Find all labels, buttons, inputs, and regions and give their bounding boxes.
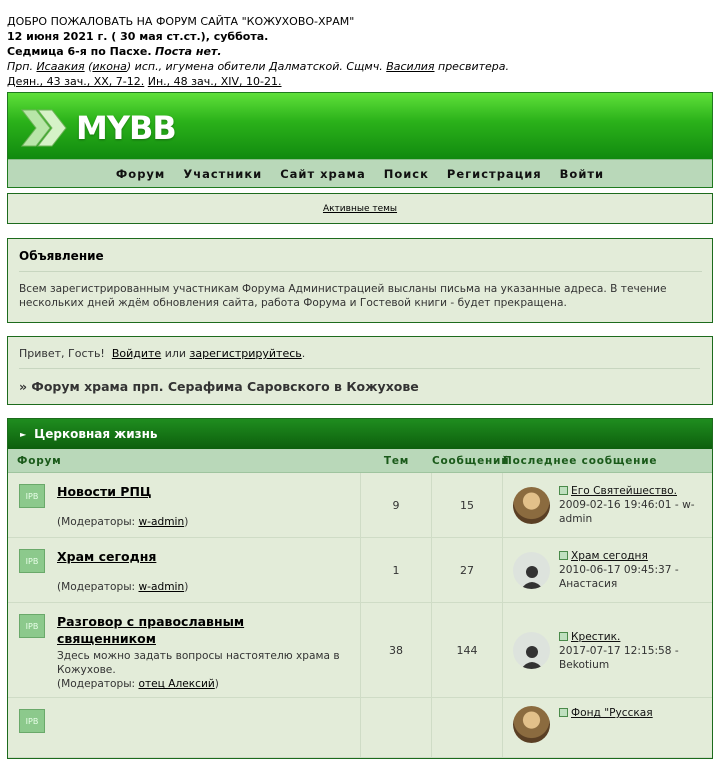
greeting-dot: . [301,347,306,360]
forum-link[interactable]: Храм сегодня [57,549,157,564]
saints-text: ) исп., игумена обители Далматской. Сщмч. [126,60,383,73]
nav-forum[interactable]: Форум [115,166,166,181]
last-post-meta: 2009-02-16 19:46:01 - w-admin [559,499,695,525]
collapse-arrow-icon[interactable]: ► [20,429,27,439]
forum-row [8,473,712,538]
moderators [57,515,188,529]
saints-text: пресвитера. [438,60,510,73]
saint-link-isaakiy[interactable]: Исаакия [36,60,85,73]
column-headers [8,449,712,473]
nav-register[interactable]: Регистрация [446,166,542,181]
last-post [503,603,712,698]
topic-count: 38 [361,603,432,698]
nav-church-site[interactable]: Сайт храма [280,166,366,181]
header-banner [7,92,713,188]
col-topics: Тем [383,454,410,467]
last-post [503,473,712,537]
logo-chevrons-icon [20,106,76,150]
moderators [57,677,347,691]
post-count: 144 [432,603,503,698]
forum-cell [8,538,361,602]
readings-line [7,74,712,89]
top-info [0,0,720,89]
category-church-life [7,418,713,759]
forum-breadcrumb: » Форум храма прп. Серафима Саровского в Кожухове [19,379,419,394]
divider [19,271,702,272]
post-icon [559,551,568,560]
active-topics-bar [7,193,713,224]
forum-cell [8,698,361,757]
last-post-meta: 2017-07-17 12:15:58 - Bekotium [559,644,679,671]
moderator-link[interactable]: w-admin [138,516,185,528]
col-last-post: Последнее сообщение [503,454,658,467]
saints-text: ( [88,60,93,73]
category-title: Церковная жизнь [34,427,158,441]
nav-search[interactable]: Поиск [383,166,429,181]
post-icon [559,632,568,641]
saints-line [7,59,712,74]
saints-text: Прп. [7,60,33,73]
avatar[interactable] [513,487,550,524]
last-post-meta: 2010-06-17 09:45:37 - Анастасия [559,564,679,590]
mods-label: (Модераторы: [57,678,136,690]
topic-count [361,698,432,757]
col-posts: Сообщений [432,454,510,467]
mods-close: ) [184,581,189,593]
moderator-link[interactable]: w-admin [138,581,185,593]
category-header[interactable] [8,419,712,449]
mods-close: ) [214,678,219,690]
post-icon [559,708,568,717]
greeting-or: или [164,347,187,360]
last-post-link[interactable]: Храм сегодня [571,550,648,562]
avatar[interactable] [513,552,550,589]
forum-cell [8,603,361,698]
mods-close: ) [184,516,189,528]
reading-link-john[interactable]: Ин., 48 зач., XIV, 10-21. [147,75,282,88]
forum-status-icon: IPB [19,484,45,508]
logo[interactable] [20,103,176,153]
mods-label: (Модераторы: [57,516,136,528]
saint-link-vasiliy[interactable]: Василия [386,60,435,73]
forum-description: Здесь можно задать вопросы настоятелю храма в Кожухове. [57,650,340,676]
post-count: 15 [432,473,503,537]
forum-status-icon: IPB [19,709,45,733]
topic-count: 9 [361,473,432,537]
moderators [57,580,188,594]
guest-welcome [7,336,713,405]
last-post-link[interactable]: Фонд "Русская [571,707,653,719]
active-topics-link[interactable]: Активные темы [322,203,398,214]
mods-label: (Модераторы: [57,581,136,593]
week-line [7,44,712,59]
forum-row [8,538,712,603]
date-text: 12 июня 2021 г. ( 30 мая ст.ст.), суббота. [7,30,269,43]
moderator-link[interactable]: отец Алексий [138,678,215,690]
forum-row [8,603,712,698]
default-user-icon [519,563,545,589]
last-post [503,538,712,602]
forum-status-icon: IPB [19,614,45,638]
logo-text: MYBB [76,109,176,147]
login-link[interactable]: Войдите [111,347,162,360]
announcement-title: Объявление [19,249,104,263]
reading-link-acts[interactable]: Деян., 43 зач., XX, 7-12. [7,75,145,88]
forum-link[interactable]: Разговор с православным священником [57,614,245,646]
col-forum: Форум [17,454,62,467]
forum-status-icon: IPB [19,549,45,573]
fast-text: Поста нет. [155,45,222,58]
forum-link[interactable]: Новости РПЦ [57,484,152,499]
default-user-icon [519,643,545,669]
announcement [7,238,713,323]
nav-members[interactable]: Участники [183,166,263,181]
post-count [432,698,503,757]
topic-count: 1 [361,538,432,602]
nav-login[interactable]: Войти [559,166,605,181]
greeting-line [19,347,700,360]
register-link[interactable]: зарегистрируйтесь [189,347,302,360]
greeting-text: Привет, Гость! [19,347,105,360]
avatar[interactable] [513,632,550,669]
post-count: 27 [432,538,503,602]
week-text: Седмица 6-я по Пасхе. [7,45,152,58]
announcement-text: Всем зарегистрированным участникам Форума Администрацией высланы письма на указанные адреса. В течение нескольких дней ждём обновления сайта, работа Форума и Гостевой книги - будет прекращена. [19,283,667,309]
forum-row [8,698,712,758]
last-post-link[interactable]: Крестик. [571,630,621,643]
last-post [503,698,712,757]
main-nav [8,159,712,187]
divider [19,368,700,369]
forum-cell [8,473,361,537]
last-post-link[interactable]: Его Святейшество. [571,485,677,497]
avatar[interactable] [513,706,550,743]
post-icon [559,486,568,495]
icon-link[interactable]: икона [92,60,127,73]
welcome-text: ДОБРО ПОЖАЛОВАТЬ НА ФОРУМ САЙТА "КОЖУХОВО-ХРАМ" [7,15,355,28]
